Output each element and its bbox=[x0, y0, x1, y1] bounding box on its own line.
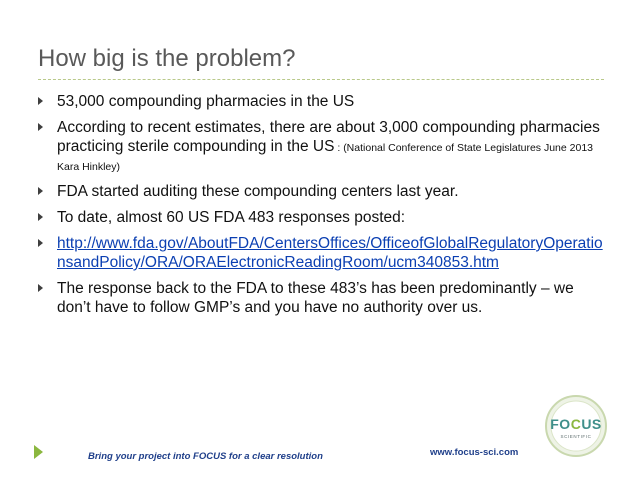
bullet-text: FDA started auditing these compounding centers last year. bbox=[57, 183, 459, 200]
bullet-arrow-icon bbox=[38, 97, 43, 105]
logo-subtitle: SCIENTIFIC bbox=[560, 434, 592, 439]
footer-arrow-icon bbox=[34, 445, 43, 459]
bullet-item bbox=[38, 182, 610, 201]
bullet-text: 53,000 compounding pharmacies in the US bbox=[57, 93, 355, 110]
slide-title: How big is the problem? bbox=[38, 45, 296, 72]
bullet-text: The response back to the FDA to these 483’s has been predominantly – we don’t have to follow GMP’s and you have no authority over us. bbox=[57, 280, 574, 316]
tagline-pre: Bring your project into bbox=[88, 451, 194, 462]
bullet-text: To date, almost 60 US FDA 483 responses posted: bbox=[57, 209, 406, 226]
fda-reading-room-link[interactable]: http://www.fda.gov/AboutFDA/CentersOffices/OfficeofGlobalRegulatoryOperationsandPolicy/ORA/ORAElectronicReadingRoom/ucm340853.htm bbox=[57, 235, 603, 271]
bullet-arrow-icon bbox=[38, 213, 43, 221]
bullet-item bbox=[38, 234, 610, 272]
bullet-item bbox=[38, 279, 610, 317]
bullet-item bbox=[38, 92, 610, 111]
bullet-item bbox=[38, 118, 610, 175]
bullet-arrow-icon bbox=[38, 123, 43, 131]
bullet-arrow-icon bbox=[38, 239, 43, 247]
focus-scientific-logo bbox=[544, 394, 608, 458]
bullet-citation: : (National Conference of State Legislatures June 2013 Kara Hinkley) bbox=[57, 142, 594, 173]
footer-url: www.focus-sci.com bbox=[430, 447, 519, 458]
tagline-brand: FOCUS bbox=[193, 451, 227, 462]
title-divider bbox=[38, 79, 604, 80]
bullet-arrow-icon bbox=[38, 284, 43, 292]
bullet-item bbox=[38, 208, 610, 227]
bullet-arrow-icon bbox=[38, 187, 43, 195]
footer-tagline bbox=[88, 451, 323, 462]
tagline-post: for a clear resolution bbox=[226, 451, 323, 462]
bullet-text: According to recent estimates, there are about 3,000 compounding pharmacies practicing sterile compounding in the US bbox=[57, 119, 600, 155]
bullet-list bbox=[38, 92, 610, 324]
logo-wordmark: FOCUS bbox=[550, 416, 602, 432]
